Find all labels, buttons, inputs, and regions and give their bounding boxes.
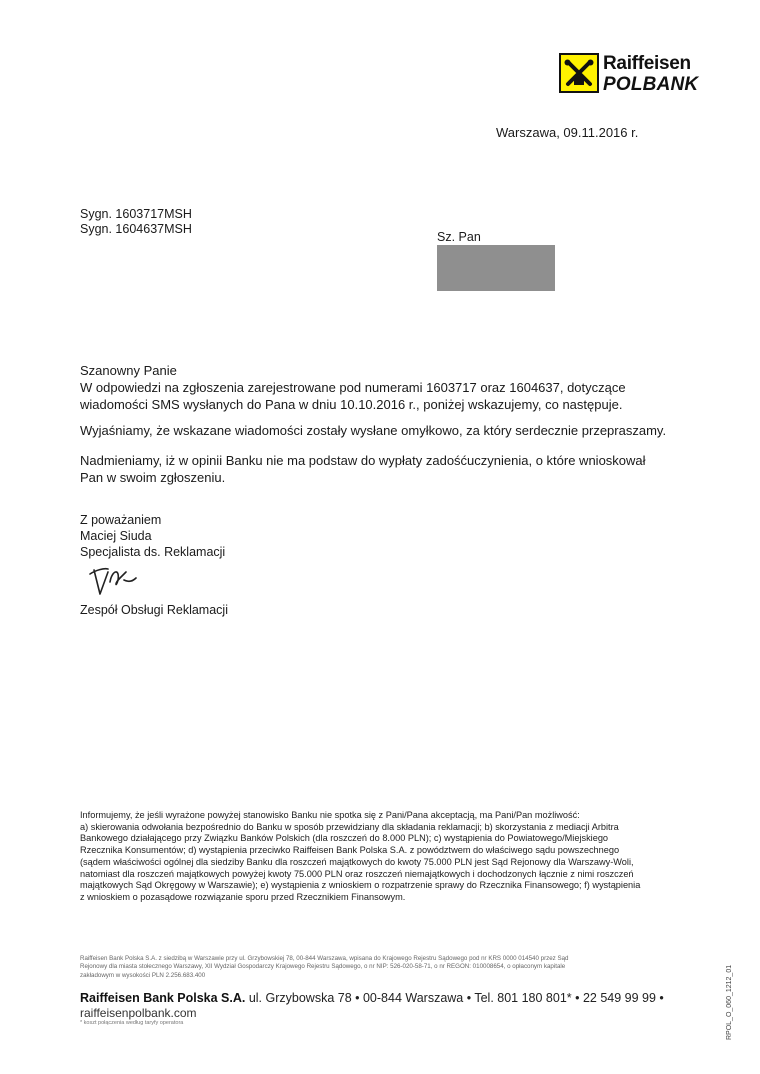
redacted-address-block (437, 245, 555, 291)
intro-line-2: wiadomości SMS wysłanych do Pana w dniu 10.10.2016 r., poniżej wskazujemy, co następuje. (80, 397, 623, 412)
case-reference-2: Sygn. 1604637MSH (80, 222, 192, 236)
bank-logo (559, 53, 709, 99)
notice-line: Bankowego działającego przy Związku Banków Polskich (dla roszczeń do 8.000 PLN); c) wystąpienia do Powiatowego/Miejskiego (80, 833, 609, 844)
case-reference-1: Sygn. 1603717MSH (80, 207, 192, 221)
signer-name: Maciej Siuda (80, 529, 152, 543)
notice-line: majątkowych Sąd Okręgowy w Warszawie); e) wystąpienia z wnioskiem o rozpatrzenie sprawy do Rzecznika Finansowego; f) wystąpienia (80, 880, 641, 891)
greeting: Szanowny Panie (80, 363, 177, 378)
compensation-line-2: Pan w swoim zgłoszeniu. (80, 470, 226, 485)
rights-notice (80, 810, 690, 904)
raiffeisen-gable-icon (559, 53, 599, 93)
notice-line: Rzecznika Konsumentów; d) wystąpienia przeciwko Raiffeisen Bank Polska S.A. z powództwem do właściwego sądu powszechnego (80, 845, 620, 856)
compensation-paragraph (80, 452, 680, 486)
notice-line: Informujemy, że jeśli wyrażone powyżej stanowisko Banku nie spotka się z Pani/Pana akceptacją, ma Pani/Pan możliwość: (80, 810, 580, 820)
footer-bank-name: Raiffeisen Bank Polska S.A. (80, 991, 246, 1005)
notice-line: a) skierowania odwołania bezpośrednio do Banku w sposób przewidziany dla składania reklamacji; b) skorzystania z mediacji Arbitra (80, 821, 619, 832)
apology-paragraph (80, 422, 680, 439)
notice-line: (sądem właściwości ogólnej dla siedziby Banku dla roszczeń majątkowych do kwoty 75.000 PLN jest Sąd Rejonowy dla Warszawy-Woli, (80, 856, 634, 867)
footer-website-link[interactable]: raiffeisenpolbank.com (80, 1006, 197, 1020)
addressee-label: Sz. Pan (437, 230, 481, 244)
letter-date: Warszawa, 09.11.2016 r. (496, 125, 639, 140)
intro-line-1: W odpowiedzi na zgłoszenia zarejestrowane pod numerami 1603717 oraz 1604637, dotyczące (80, 380, 626, 395)
compensation-line-1: Nadmieniamy, iż w opinii Banku nie ma podstaw do wypłaty zadośćuczynienia, o które wnioskował (80, 453, 646, 468)
handwritten-signature (86, 560, 146, 605)
logo-text-raiffeisen: Raiffeisen (603, 53, 691, 74)
notice-line: z wnioskiem o pozasądowe rozwiązanie sporu przed Rzecznikiem Finansowym. (80, 891, 406, 902)
footer-contact (80, 991, 664, 1005)
legal-line: Rejonowy dla miasta stołecznego Warszawy, XII Wydział Gospodarczy Krajowego Rejestru Sądowego, o nr NIP: 526-020-58-71, o nr REGON: 010008654, o opłaconym kapitale (80, 963, 566, 971)
legal-line: zakładowym w wysokości PLN 2.256.683.400 (80, 971, 206, 979)
team-name: Zespół Obsługi Reklamacji (80, 603, 228, 617)
greeting-and-intro (80, 362, 680, 413)
document-form-code: RPOL_O_060_1212_01 (726, 964, 733, 1040)
footer-cost-note: * koszt połączenia według taryfy operatora (80, 1020, 184, 1026)
footer-address: ul. Grzybowska 78 • 00-844 Warszawa • Tel. 801 180 801* • 22 549 99 99 • (248, 991, 664, 1005)
closing-phrase: Z poważaniem (80, 513, 162, 527)
signature-block (80, 512, 225, 560)
apology-line: Wyjaśniamy, że wskazane wiadomości zostały wysłane omyłkowo, za który serdecznie przepraszamy. (80, 423, 667, 438)
signer-title: Specjalista ds. Reklamacji (80, 545, 226, 559)
notice-line: natomiast dla roszczeń majątkowych powyżej kwoty 75.000 PLN oraz roszczeń niemajątkowych i dochodzonych łącznie z nimi roszczeń (80, 868, 634, 879)
legal-info (80, 955, 680, 980)
legal-line: Raiffeisen Bank Polska S.A. z siedzibą w Warszawie przy ul. Grzybowskiej 78, 00-844 Warszawa, wpisana do Krajowego Rejestru Sądowego pod nr KRS 0000 014540 przez Sąd (80, 955, 569, 962)
logo-text-polbank: POLBANK (603, 74, 699, 95)
